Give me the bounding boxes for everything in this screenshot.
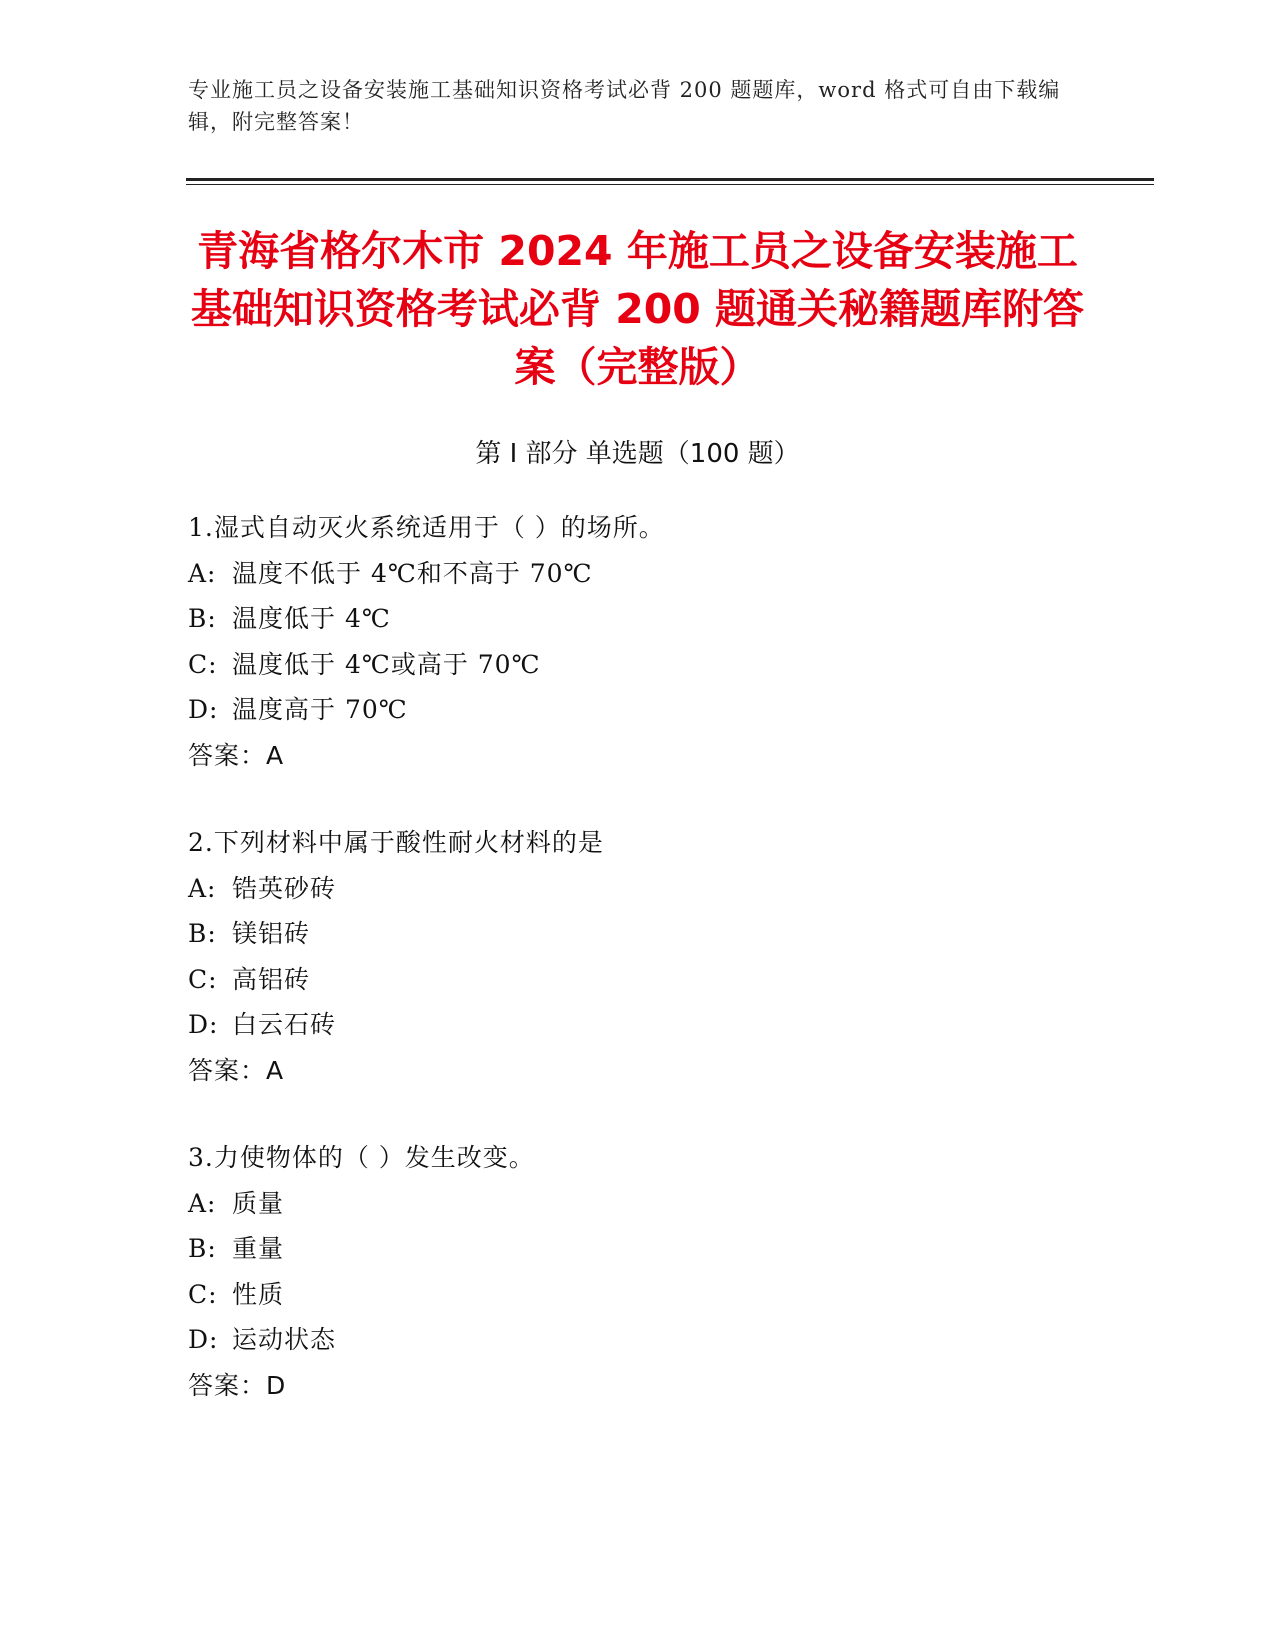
option-b <box>188 911 1088 957</box>
option-key: B: <box>188 1234 217 1263</box>
option-key: B: <box>188 604 217 633</box>
option-a <box>188 866 1088 912</box>
option-d <box>188 1317 1088 1363</box>
option-key: C: <box>188 649 218 679</box>
option-key: B: <box>188 919 217 948</box>
option-key: D: <box>188 1010 219 1039</box>
document-title: 青海省格尔木市 2024 年施工员之设备安装施工基础知识资格考试必背 200 题通关秘籍题库附答案（完整版） <box>190 227 1085 391</box>
question-1 <box>188 505 1088 778</box>
option-c <box>188 957 1088 1003</box>
option-a <box>188 551 1088 597</box>
section-heading: 第 I 部分 单选题（100 题） <box>475 439 800 469</box>
option-c <box>188 1272 1088 1318</box>
question-3 <box>188 1135 1088 1408</box>
option-text: 白云石砖 <box>232 1010 337 1039</box>
option-b <box>188 1226 1088 1272</box>
option-a <box>188 1181 1088 1227</box>
question-stem: 3.力使物体的（ ）发生改变。 <box>188 1143 535 1172</box>
option-text: 镁铝砖 <box>232 919 311 948</box>
option-b <box>188 596 1088 642</box>
option-text: 性质 <box>232 1279 285 1309</box>
header-note: 专业施工员之设备安装施工基础知识资格考试必背 200 题题库，word 格式可自由下载编辑，附完整答案！ <box>188 78 1061 134</box>
header-divider-thick <box>186 178 1154 181</box>
option-text: 重量 <box>232 1234 285 1263</box>
option-key: C: <box>188 1279 218 1309</box>
option-key: A: <box>188 558 217 588</box>
option-key: D: <box>188 1325 219 1354</box>
question-stem: 1.湿式自动灭火系统适用于（ ）的场所。 <box>188 513 665 542</box>
header-divider-thin <box>186 184 1154 185</box>
option-d <box>188 1002 1088 1048</box>
option-text: 锆英砂砖 <box>232 873 337 903</box>
answer-line: 答案：A <box>188 740 285 770</box>
option-text: 运动状态 <box>232 1325 337 1354</box>
option-text: 温度不低于 4℃和不高于 70℃ <box>232 558 593 588</box>
question-2 <box>188 820 1088 1093</box>
option-key: C: <box>188 964 218 994</box>
option-key: A: <box>188 1188 217 1218</box>
answer-line: 答案：A <box>188 1055 285 1085</box>
answer-line: 答案：D <box>188 1370 287 1400</box>
option-key: D: <box>188 695 219 724</box>
option-text: 温度低于 4℃ <box>232 604 391 633</box>
option-c <box>188 642 1088 688</box>
option-d <box>188 687 1088 733</box>
option-key: A: <box>188 873 217 903</box>
question-stem: 2.下列材料中属于酸性耐火材料的是 <box>188 828 604 857</box>
option-text: 温度低于 4℃或高于 70℃ <box>232 649 541 679</box>
option-text: 高铝砖 <box>232 964 311 994</box>
option-text: 质量 <box>232 1188 285 1218</box>
option-text: 温度高于 70℃ <box>232 695 408 724</box>
